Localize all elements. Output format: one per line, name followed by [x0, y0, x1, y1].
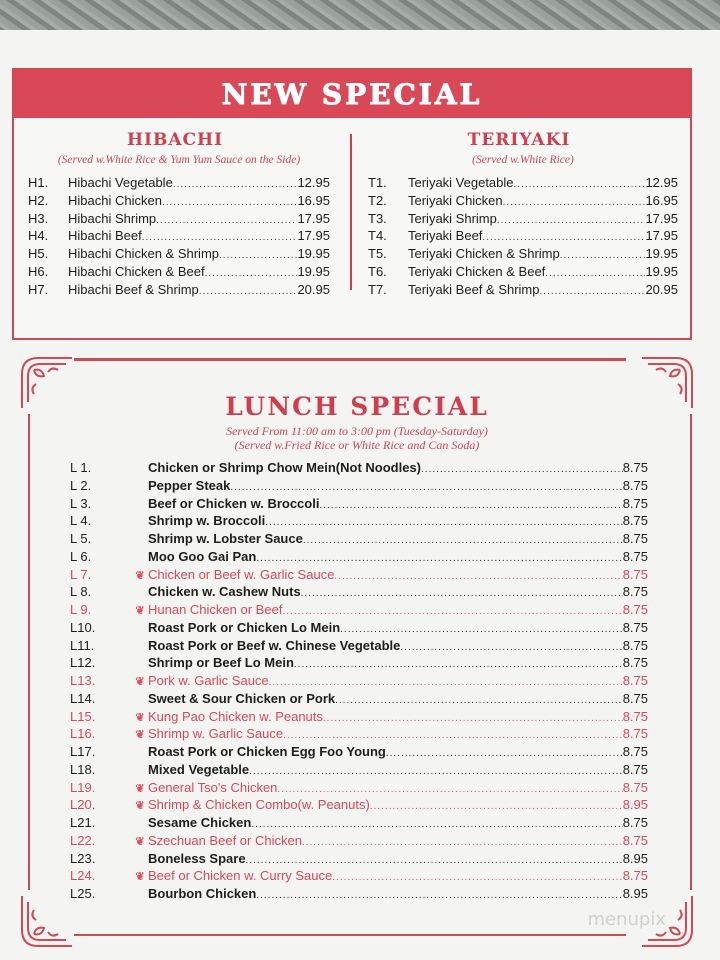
item-code: L 3.: [70, 495, 92, 511]
item-price: 8.75: [622, 832, 648, 848]
dot-leader: [303, 535, 623, 546]
item-code: T3.: [368, 210, 387, 226]
dot-leader: [545, 268, 645, 279]
item-code: H2.: [28, 192, 49, 208]
item-price: 17.95: [297, 210, 330, 226]
item-price: 8.75: [622, 744, 648, 759]
dot-leader: [162, 197, 298, 208]
dot-leader: [246, 855, 623, 866]
menu-item: [70, 567, 648, 585]
dot-leader: [540, 286, 646, 297]
item-code: T6.: [368, 263, 387, 279]
dot-leader: [560, 250, 646, 261]
menu-item: [70, 833, 648, 851]
item-code: T5.: [368, 246, 387, 262]
dot-leader: [503, 197, 646, 208]
menu-item: [70, 478, 648, 496]
item-price: 8.75: [622, 779, 648, 795]
item-price: 8.75: [622, 548, 648, 564]
item-price: 19.95: [297, 263, 330, 279]
item-code: L10.: [70, 619, 96, 635]
menu-item: [70, 460, 648, 478]
item-name: Shrimp w. Lobster Sauce: [148, 531, 303, 546]
item-code: L20.: [70, 797, 96, 813]
item-name: Hibachi Shrimp: [68, 210, 157, 226]
item-price: 8.75: [622, 726, 648, 742]
item-price: 20.95: [645, 281, 678, 297]
item-price: 8.95: [622, 797, 648, 813]
item-name: Hibachi Beef & Shrimp: [68, 281, 199, 297]
menu-item: [368, 264, 678, 282]
frame-left-border: [28, 414, 30, 890]
menu-item: [70, 709, 648, 727]
hibachi-title: HIBACHI: [126, 130, 224, 150]
menu-item: [28, 246, 330, 264]
chili-icon: ❦: [135, 835, 145, 848]
item-price: 8.75: [622, 531, 648, 546]
item-name: Hibachi Vegetable: [68, 175, 173, 190]
dot-leader: [335, 695, 623, 706]
item-code: L 4.: [70, 513, 92, 529]
frame-bottom-border: [74, 934, 626, 936]
item-code: L22.: [70, 832, 96, 848]
dot-leader: [205, 268, 298, 279]
item-name: Roast Pork or Beef w. Chinese Vegetable: [148, 637, 401, 653]
menu-item: [70, 638, 648, 656]
dot-leader: [386, 748, 623, 759]
item-name: Pork w. Garlic Sauce: [148, 673, 269, 688]
item-code: L11.: [70, 637, 95, 653]
item-price: 8.75: [622, 513, 648, 529]
dot-leader: [219, 250, 297, 261]
dot-leader: [514, 179, 646, 190]
menu-item: [28, 264, 330, 282]
menu-item: [70, 655, 648, 673]
item-code: L 8.: [70, 584, 92, 600]
hibachi-section: [28, 130, 330, 300]
menu-item: [70, 691, 648, 709]
teriyaki-section: [368, 130, 678, 300]
item-name: Szechuan Beef or Chicken: [148, 832, 302, 848]
item-price: 17.95: [297, 228, 330, 244]
item-price: 8.75: [622, 761, 648, 777]
item-price: 16.95: [297, 192, 330, 208]
item-name: Hibachi Chicken & Beef: [68, 263, 205, 279]
item-price: 8.75: [622, 708, 648, 724]
column-divider: [350, 134, 352, 290]
menu-item: [70, 531, 648, 549]
item-code: L13.: [70, 673, 96, 688]
item-code: L12.: [70, 655, 96, 671]
dot-leader: [256, 890, 622, 901]
item-code: L21.: [70, 815, 96, 830]
dot-leader: [421, 464, 623, 475]
item-code: T7.: [368, 281, 387, 297]
item-name: Chicken or Beef w. Garlic Sauce: [148, 566, 335, 582]
item-name: Hunan Chicken or Beef: [148, 602, 283, 617]
item-price: 19.95: [645, 263, 678, 279]
item-code: L16.: [70, 726, 96, 742]
menu-item: [70, 584, 648, 602]
menu-item: [28, 228, 330, 246]
new-special-banner: [14, 70, 690, 118]
item-name: Shrimp or Beef Lo Mein: [148, 655, 294, 671]
chili-icon: ❦: [135, 800, 145, 813]
hibachi-list: [28, 175, 330, 300]
chili-icon: ❦: [135, 605, 145, 617]
item-code: H5.: [28, 246, 49, 262]
new-special-title: NEW SPECIAL: [221, 77, 483, 111]
dot-leader: [497, 215, 646, 226]
item-name: Beef or Chicken w. Broccoli: [148, 495, 320, 511]
item-name: Teriyaki Shrimp: [408, 210, 497, 226]
item-name: Shrimp w. Garlic Sauce: [148, 726, 284, 742]
menu-item: [70, 797, 648, 815]
dot-leader: [251, 819, 622, 830]
dot-leader: [332, 872, 622, 883]
chili-icon: ❦: [135, 569, 145, 582]
item-name: Teriyaki Chicken: [408, 192, 503, 208]
item-code: L23.: [70, 850, 96, 866]
item-price: 8.95: [622, 886, 648, 901]
lunch-served-with: (Served w.Fried Rice or White Rice and Can Soda): [234, 438, 480, 452]
item-price: 8.75: [622, 868, 648, 884]
lunch-list: [70, 460, 648, 904]
menu-item: [70, 868, 648, 886]
frame-right-border: [690, 414, 692, 890]
item-name: Mixed Vegetable: [148, 761, 250, 777]
item-name: Chicken or Shrimp Chow Mein(Not Noodles): [148, 460, 422, 475]
item-code: L17.: [70, 744, 96, 759]
item-name: Teriyaki Beef & Shrimp: [408, 281, 540, 297]
dot-leader: [302, 837, 623, 848]
menu-item: [368, 282, 678, 300]
dot-leader: [294, 659, 623, 670]
item-price: 17.95: [645, 210, 678, 226]
dot-leader: [340, 624, 623, 635]
item-name: General Tso's Chicken: [148, 779, 278, 795]
new-special-box: [12, 68, 692, 340]
item-name: Chicken w. Cashew Nuts: [148, 584, 301, 600]
item-price: 8.75: [622, 673, 648, 688]
item-price: 8.75: [622, 477, 648, 493]
menu-item: [70, 620, 648, 638]
item-code: T1.: [368, 175, 387, 190]
menu-item: [368, 246, 678, 264]
menu-item: [70, 673, 648, 691]
dot-leader: [256, 553, 622, 564]
dot-leader: [277, 784, 622, 795]
menu-item: [70, 815, 648, 833]
item-name: Teriyaki Vegetable: [408, 175, 514, 190]
hibachi-subtitle: (Served w.White Rice & Yum Yum Sauce on the Side): [57, 154, 301, 166]
item-price: 19.95: [645, 246, 678, 262]
item-code: T2.: [368, 192, 387, 208]
dot-leader: [265, 517, 622, 528]
item-price: 19.95: [297, 246, 330, 262]
lunch-special-title: LUNCH SPECIAL: [225, 392, 489, 421]
dot-leader: [142, 232, 298, 243]
item-name: Teriyaki Chicken & Shrimp: [408, 246, 560, 262]
item-price: 8.75: [622, 566, 648, 582]
dot-leader: [400, 642, 622, 653]
dot-leader: [323, 713, 623, 724]
dot-leader: [249, 766, 623, 777]
item-code: T4.: [368, 228, 387, 244]
item-name: Bourbon Chicken: [148, 886, 257, 901]
item-price: 17.95: [645, 228, 678, 244]
chili-icon: ❦: [135, 871, 145, 884]
item-price: 8.75: [622, 460, 648, 475]
menu-item: [28, 211, 330, 229]
item-price: 8.75: [622, 619, 648, 635]
item-name: Beef or Chicken w. Curry Sauce: [148, 868, 333, 884]
item-code: L 7.: [70, 566, 92, 582]
item-code: H6.: [28, 263, 49, 279]
item-price: 12.95: [297, 175, 330, 190]
corner-ornament-icon: [18, 892, 76, 950]
menu-item: [368, 228, 678, 246]
menu-item: [70, 513, 648, 531]
item-code: L 5.: [70, 531, 92, 546]
menu-item: [70, 851, 648, 869]
item-price: 8.75: [622, 602, 648, 617]
item-name: Shrimp w. Broccoli: [148, 513, 266, 529]
lunch-hours: Served From 11:00 am to 3:00 pm (Tuesday-Saturday): [226, 424, 488, 438]
item-name: Sweet & Sour Chicken or Pork: [148, 690, 336, 706]
item-code: H7.: [28, 281, 49, 297]
item-name: Hibachi Chicken: [68, 192, 162, 208]
dot-leader: [370, 801, 623, 812]
menu-item: [28, 193, 330, 211]
menu-item: [70, 726, 648, 744]
watermark: menupix: [587, 909, 666, 930]
dot-leader: [319, 500, 622, 511]
dot-leader: [230, 482, 622, 493]
dot-leader: [269, 677, 623, 688]
dot-leader: [301, 588, 623, 599]
dot-leader: [282, 606, 622, 617]
item-name: Teriyaki Chicken & Beef: [408, 263, 546, 279]
item-code: L 2.: [70, 477, 92, 493]
item-code: L19.: [70, 779, 96, 795]
menu-item: [70, 780, 648, 798]
item-price: 20.95: [297, 281, 330, 297]
item-name: Roast Pork or Chicken Lo Mein: [148, 619, 341, 635]
menu-item: [70, 496, 648, 514]
dot-leader: [482, 232, 645, 243]
item-name: Pepper Steak: [148, 477, 231, 493]
item-code: L24.: [70, 868, 96, 884]
dot-leader: [334, 571, 622, 582]
chili-icon: ❦: [135, 676, 145, 688]
item-name: Roast Pork or Chicken Egg Foo Young: [148, 744, 386, 759]
item-name: Moo Goo Gai Pan: [148, 548, 257, 564]
item-price: 16.95: [645, 192, 678, 208]
item-code: H1.: [28, 175, 49, 190]
item-price: 8.75: [622, 495, 648, 511]
teriyaki-title: TERIYAKI: [467, 130, 571, 150]
item-price: 12.95: [645, 175, 678, 190]
item-name: Sesame Chicken: [148, 815, 252, 830]
dot-leader: [199, 286, 298, 297]
item-code: L18.: [70, 761, 96, 777]
menu-item: [70, 744, 648, 762]
item-price: 8.75: [622, 815, 648, 830]
frame-top-border: [74, 358, 626, 361]
item-code: H4.: [28, 228, 49, 244]
item-code: L25.: [70, 886, 96, 901]
menu-item: [70, 886, 648, 904]
menu-sheet: [0, 30, 720, 960]
menu-item: [368, 175, 678, 193]
teriyaki-list: [368, 175, 678, 300]
dot-leader: [173, 179, 298, 190]
lunch-special-section: [18, 354, 696, 950]
dot-leader: [283, 730, 623, 741]
chili-icon: ❦: [135, 782, 145, 795]
menu-item: [70, 602, 648, 620]
menu-item: [70, 549, 648, 567]
chili-icon: ❦: [135, 711, 145, 724]
item-name: Teriyaki Beef: [408, 228, 483, 244]
teriyaki-subtitle: (Served w.White Rice): [472, 154, 574, 166]
item-code: H3.: [28, 210, 49, 226]
item-price: 8.75: [622, 584, 648, 600]
item-name: Boneless Spare: [148, 850, 246, 866]
menu-item: [70, 762, 648, 780]
item-code: L 6.: [70, 548, 92, 564]
item-name: Kung Pao Chicken w. Peanuts: [148, 708, 323, 724]
item-code: L14.: [70, 690, 96, 706]
chili-icon: ❦: [135, 729, 145, 742]
item-code: L 9.: [70, 602, 92, 617]
item-price: 8.75: [622, 690, 648, 706]
item-name: Hibachi Beef: [68, 228, 142, 244]
item-name: Hibachi Chicken & Shrimp: [68, 246, 220, 262]
menu-item: [368, 211, 678, 229]
item-price: 8.95: [622, 850, 648, 866]
menu-item: [28, 282, 330, 300]
item-name: Shrimp & Chicken Combo(w. Peanuts): [148, 797, 370, 813]
menu-item: [28, 175, 330, 193]
item-code: L15.: [70, 708, 96, 724]
item-price: 8.75: [622, 655, 648, 671]
dot-leader: [156, 215, 297, 226]
menu-item: [368, 193, 678, 211]
item-price: 8.75: [622, 637, 648, 653]
item-code: L 1.: [70, 460, 92, 475]
